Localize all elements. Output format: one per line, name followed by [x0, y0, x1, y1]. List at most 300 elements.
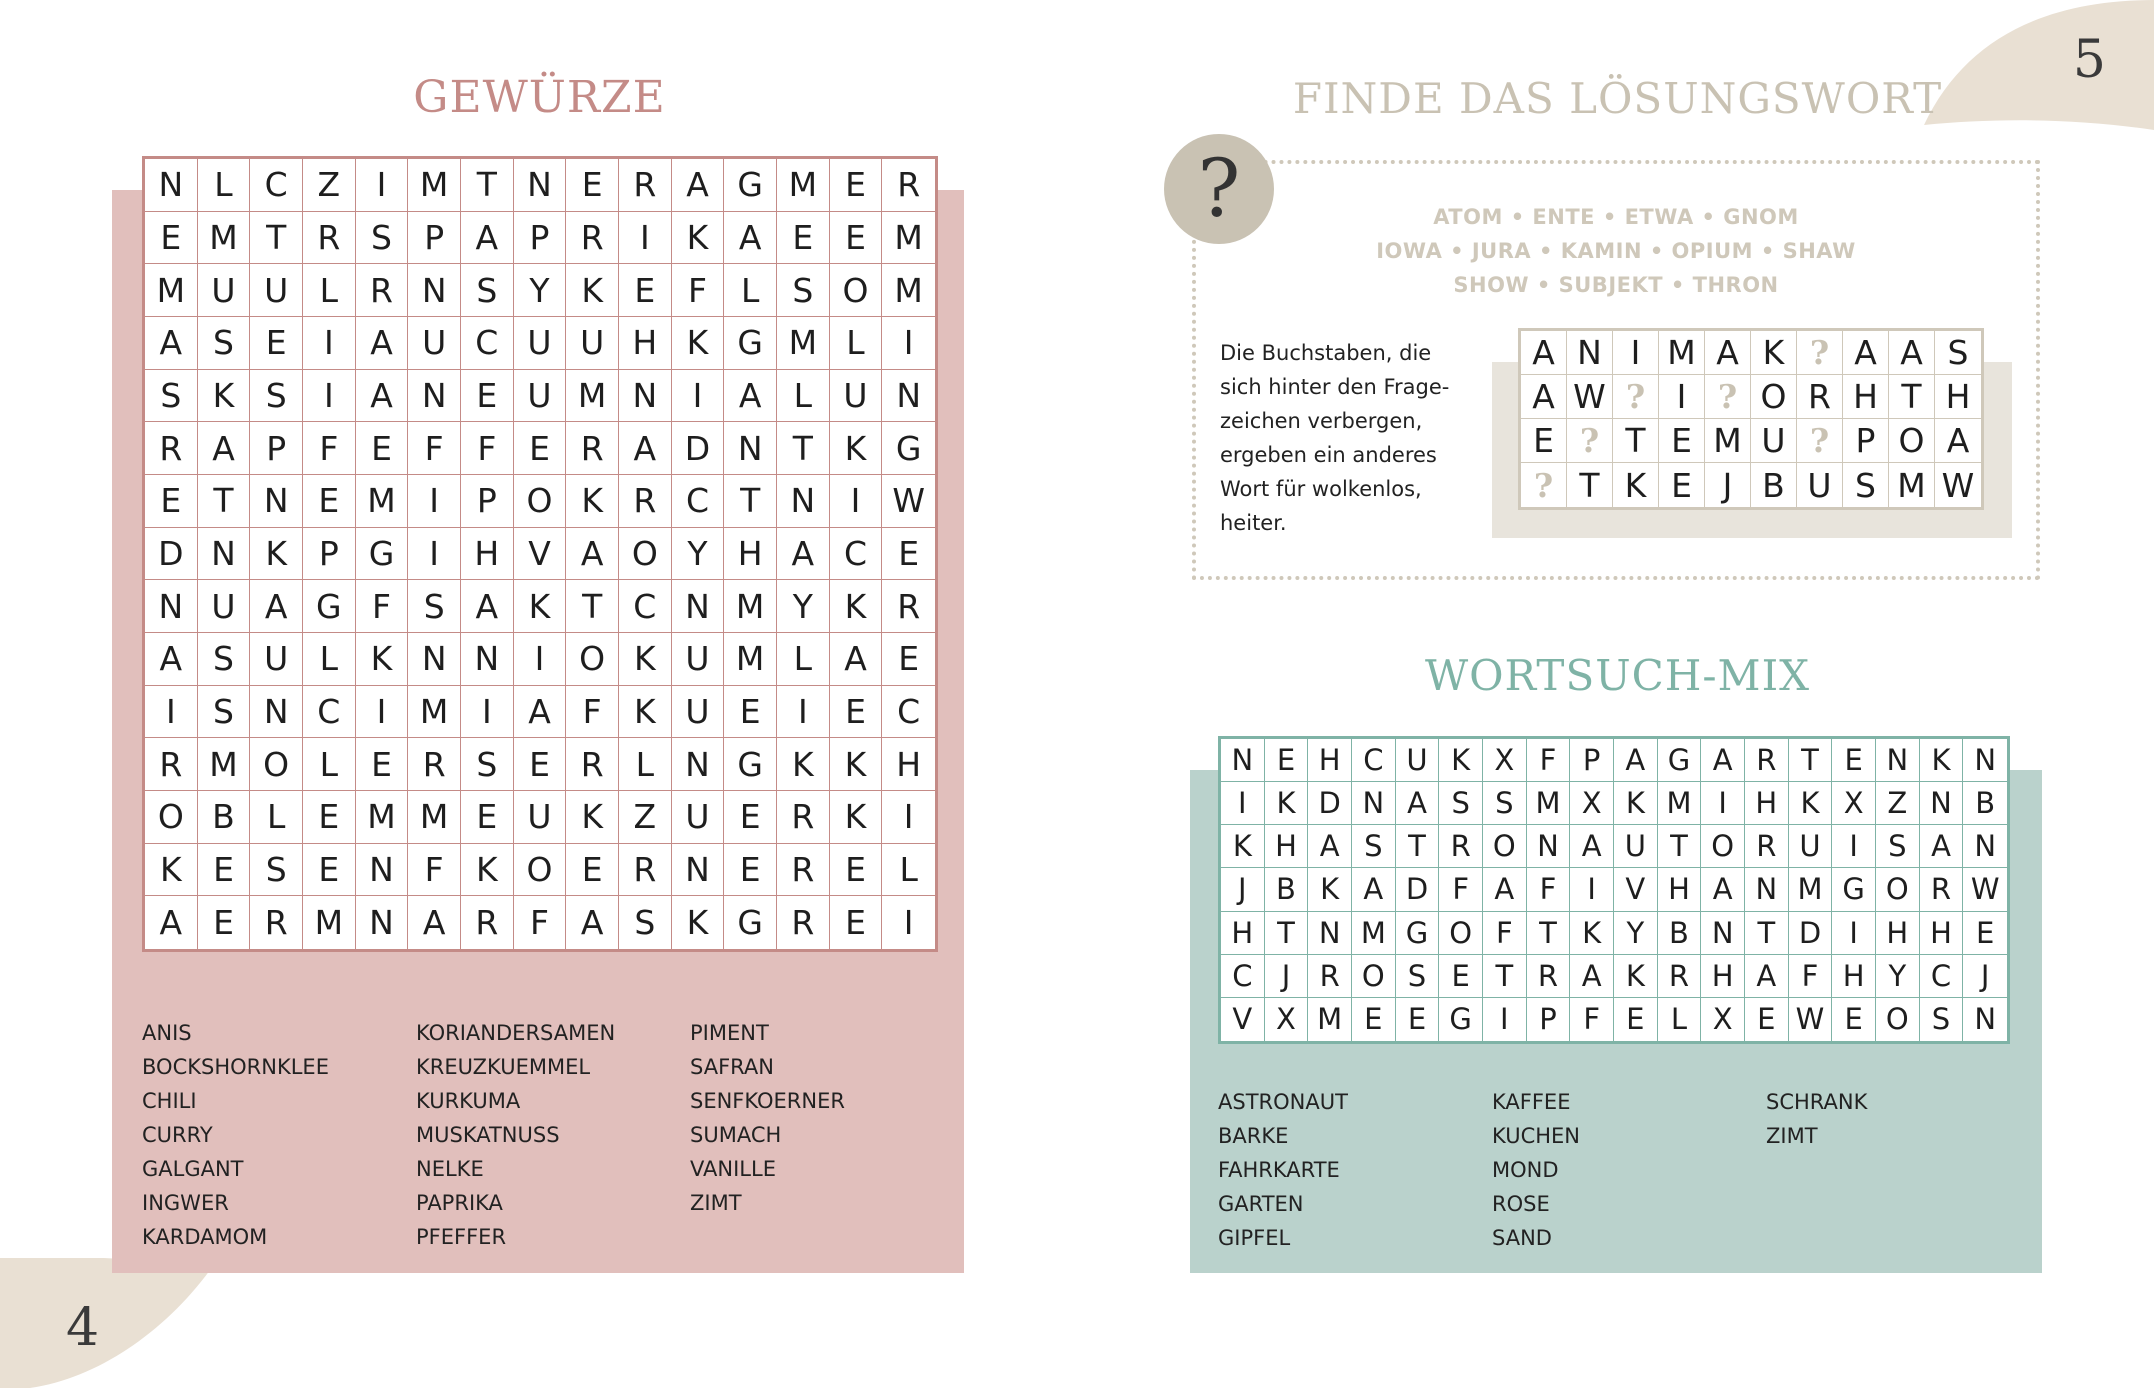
grid-cell: S: [145, 370, 198, 423]
grid-cell: K: [461, 844, 514, 897]
grid-cell: ?: [1705, 375, 1751, 419]
grid-cell: H: [1308, 739, 1352, 782]
grid-cell: L: [830, 317, 883, 370]
grid-cell: N: [724, 422, 777, 475]
grid-cell: ?: [1567, 419, 1613, 463]
grid-cell: O: [1751, 375, 1797, 419]
grid-cell: M: [882, 264, 935, 317]
grid-cell: S: [198, 633, 251, 686]
grid-cell: K: [1221, 825, 1265, 868]
wortsuch-mix-title: WORTSUCH-MIX: [1424, 651, 1811, 700]
grid-cell: K: [1613, 463, 1659, 507]
grid-cell: M: [1308, 998, 1352, 1041]
wortsuch-mix-letter-grid: [1218, 736, 2010, 1044]
grid-cell: E: [830, 159, 883, 212]
grid-cell: E: [882, 528, 935, 581]
word-list-item: CHILI: [142, 1089, 197, 1113]
grid-cell: R: [777, 896, 830, 949]
grid-cell: A: [1483, 868, 1527, 911]
grid-cell: E: [1521, 419, 1567, 463]
grid-cell: A: [1889, 331, 1935, 375]
grid-cell: I: [145, 686, 198, 739]
grid-cell: S: [1843, 463, 1889, 507]
grid-cell: F: [408, 422, 461, 475]
grid-cell: O: [1352, 955, 1396, 998]
grid-cell: J: [1963, 955, 2007, 998]
grid-cell: I: [903, 903, 914, 943]
grid-cell: M: [777, 317, 830, 370]
grid-cell: T: [1658, 825, 1702, 868]
grid-cell: P: [250, 422, 303, 475]
grid-cell: K: [1920, 739, 1964, 782]
grid-cell: N: [356, 844, 409, 897]
grid-cell: P: [461, 475, 514, 528]
grid-cell: I: [356, 686, 409, 739]
word-list-item: MUSKATNUSS: [416, 1123, 560, 1147]
grid-cell: G: [303, 580, 356, 633]
grid-cell: U: [672, 791, 725, 844]
grid-cell: G: [356, 528, 409, 581]
grid-cell: M: [1705, 419, 1751, 463]
grid-cell: X: [1265, 998, 1309, 1041]
grid-cell: S: [250, 844, 303, 897]
grid-cell: E: [830, 896, 883, 949]
grid-cell: A: [250, 580, 303, 633]
grid-cell: L: [777, 370, 830, 423]
loesungswort-title: FINDE DAS LÖSUNGSWORT: [1292, 74, 1943, 123]
grid-cell: M: [724, 580, 777, 633]
grid-cell: U: [672, 633, 725, 686]
clue-line: SHOW • SUBJEKT • THRON: [1453, 273, 1779, 297]
grid-cell: H: [1221, 912, 1265, 955]
grid-cell: A: [145, 896, 198, 949]
grid-cell: T: [1745, 912, 1789, 955]
grid-cell: K: [145, 844, 198, 897]
grid-cell: M: [882, 212, 935, 265]
gewuerze-word-list: [142, 1016, 964, 1254]
grid-cell: A: [1614, 739, 1658, 782]
grid-cell: G: [1439, 998, 1483, 1041]
grid-cell: U: [198, 264, 251, 317]
grid-cell: M: [1658, 782, 1702, 825]
grid-cell: L: [250, 791, 303, 844]
grid-cell: R: [1797, 375, 1843, 419]
grid-cell: B: [198, 791, 251, 844]
grid-cell: R: [619, 844, 672, 897]
grid-cell: S: [250, 370, 303, 423]
grid-cell: Y: [672, 528, 725, 581]
grid-cell: R: [566, 212, 619, 265]
grid-cell: J: [1265, 955, 1309, 998]
grid-cell: A: [566, 528, 619, 581]
grid-cell: M: [1889, 463, 1935, 507]
grid-cell: R: [882, 159, 935, 212]
word-list-item: SUMACH: [690, 1123, 782, 1147]
grid-cell: C: [882, 686, 935, 739]
grid-cell: N: [1876, 739, 1920, 782]
grid-cell: K: [1614, 955, 1658, 998]
grid-cell: U: [1789, 825, 1833, 868]
grid-cell: M: [1527, 782, 1571, 825]
grid-cell: R: [1745, 825, 1789, 868]
grid-cell: A: [830, 633, 883, 686]
word-list-item: KUCHEN: [1492, 1124, 1581, 1148]
gewuerze-letter-grid: [142, 156, 938, 952]
grid-cell: K: [566, 264, 619, 317]
grid-cell: U: [830, 370, 883, 423]
grid-cell: W: [1963, 868, 2007, 911]
grid-cell: R: [1658, 955, 1702, 998]
grid-cell: N: [461, 633, 514, 686]
grid-cell: N: [408, 264, 461, 317]
grid-cell: A: [1745, 955, 1789, 998]
grid-cell: M: [408, 686, 461, 739]
grid-cell: Y: [1876, 955, 1920, 998]
grid-cell: E: [250, 317, 303, 370]
grid-cell: S: [1876, 825, 1920, 868]
grid-cell: G: [1396, 912, 1440, 955]
grid-cell: E: [198, 844, 251, 897]
grid-cell: R: [777, 791, 830, 844]
grid-cell: M: [408, 791, 461, 844]
grid-cell: T: [777, 422, 830, 475]
grid-cell: O: [1439, 912, 1483, 955]
corner-decoration-bottom-left: [0, 1258, 220, 1388]
grid-cell: T: [198, 475, 251, 528]
grid-cell: U: [250, 633, 303, 686]
grid-cell: I: [1701, 782, 1745, 825]
grid-cell: E: [303, 475, 356, 528]
grid-cell: F: [1570, 998, 1614, 1041]
word-list-item: GARTEN: [1218, 1192, 1304, 1216]
grid-cell: T: [1483, 955, 1527, 998]
grid-cell: H: [1745, 782, 1789, 825]
grid-cell: I: [1832, 825, 1876, 868]
grid-cell: W: [1941, 465, 1975, 505]
grid-cell: E: [303, 791, 356, 844]
grid-cell: G: [724, 896, 777, 949]
grid-cell: K: [514, 580, 567, 633]
grid-cell: M: [145, 264, 198, 317]
grid-cell: A: [672, 159, 725, 212]
grid-cell: A: [1920, 825, 1964, 868]
grid-cell: R: [1308, 955, 1352, 998]
grid-cell: R: [1439, 825, 1483, 868]
grid-cell: X: [1832, 782, 1876, 825]
grid-cell: R: [303, 212, 356, 265]
word-list-item: KAFFEE: [1492, 1090, 1571, 1114]
grid-cell: A: [1570, 825, 1614, 868]
grid-cell: T: [1613, 419, 1659, 463]
grid-cell: S: [461, 738, 514, 791]
grid-cell: I: [672, 370, 725, 423]
grid-cell: U: [408, 317, 461, 370]
grid-cell: O: [1876, 998, 1920, 1041]
grid-cell: H: [724, 528, 777, 581]
grid-cell: C: [461, 317, 514, 370]
grid-cell: T: [1889, 375, 1935, 419]
grid-cell: F: [566, 686, 619, 739]
grid-cell: E: [1396, 998, 1440, 1041]
word-list-item: ZIMT: [690, 1191, 742, 1215]
grid-cell: U: [514, 791, 567, 844]
grid-cell: I: [1659, 375, 1705, 419]
grid-cell: O: [514, 475, 567, 528]
grid-cell: M: [1789, 868, 1833, 911]
grid-cell: E: [303, 844, 356, 897]
grid-cell: G: [1658, 739, 1702, 782]
grid-cell: N: [882, 370, 935, 423]
grid-cell: V: [1614, 868, 1658, 911]
grid-cell: K: [672, 896, 725, 949]
grid-cell: Y: [514, 264, 567, 317]
grid-cell: U: [514, 370, 567, 423]
grid-cell: E: [1614, 998, 1658, 1041]
grid-cell: S: [408, 580, 461, 633]
grid-cell: L: [303, 738, 356, 791]
grid-cell: A: [1521, 331, 1567, 375]
grid-cell: R: [882, 580, 935, 633]
word-list-item: KARDAMOM: [142, 1225, 268, 1249]
loesungswort-letter-grid: [1518, 328, 1984, 510]
grid-cell: U: [1797, 463, 1843, 507]
page-number-right: 5: [2072, 30, 2106, 90]
grid-cell: A: [1521, 375, 1567, 419]
grid-cell: E: [514, 422, 567, 475]
grid-cell: K: [672, 317, 725, 370]
grid-cell: E: [198, 896, 251, 949]
grid-cell: E: [724, 844, 777, 897]
grid-cell: ?: [1797, 419, 1843, 463]
grid-cell: F: [1483, 912, 1527, 955]
grid-cell: N: [250, 475, 303, 528]
grid-cell: P: [303, 528, 356, 581]
grid-cell: G: [1832, 868, 1876, 911]
grid-cell: O: [619, 528, 672, 581]
grid-cell: B: [1963, 782, 2007, 825]
grid-cell: H: [882, 738, 935, 791]
grid-cell: G: [724, 159, 777, 212]
grid-cell: F: [356, 580, 409, 633]
grid-cell: K: [830, 422, 883, 475]
word-list-item: BARKE: [1218, 1124, 1289, 1148]
grid-cell: H: [1265, 825, 1309, 868]
word-list-item: PFEFFER: [416, 1225, 507, 1249]
grid-cell: U: [566, 317, 619, 370]
grid-cell: A: [356, 370, 409, 423]
grid-cell: F: [514, 896, 567, 949]
grid-cell: N: [1308, 912, 1352, 955]
grid-cell: N: [1963, 825, 2007, 868]
grid-cell: K: [1570, 912, 1614, 955]
grid-cell: E: [1352, 998, 1396, 1041]
grid-cell: R: [461, 896, 514, 949]
grid-cell: T: [1527, 912, 1571, 955]
grid-cell: N: [145, 159, 198, 212]
grid-cell: E: [882, 633, 935, 686]
grid-cell: N: [198, 528, 251, 581]
grid-cell: H: [461, 528, 514, 581]
grid-cell: E: [514, 738, 567, 791]
grid-cell: L: [777, 633, 830, 686]
grid-cell: K: [1789, 782, 1833, 825]
grid-cell: E: [145, 212, 198, 265]
grid-cell: L: [882, 844, 935, 897]
grid-cell: U: [198, 580, 251, 633]
grid-cell: S: [356, 212, 409, 265]
grid-cell: I: [1570, 868, 1614, 911]
gewuerze-title: GEWÜRZE: [413, 72, 666, 123]
grid-cell: A: [1705, 331, 1751, 375]
grid-cell: C: [1221, 955, 1265, 998]
grid-cell: E: [1265, 739, 1309, 782]
word-list-item: KORIANDERSAMEN: [416, 1021, 616, 1045]
grid-cell: N: [1701, 912, 1745, 955]
grid-cell: Z: [619, 791, 672, 844]
grid-cell: X: [1570, 782, 1614, 825]
grid-cell: D: [1789, 912, 1833, 955]
grid-cell: R: [356, 264, 409, 317]
grid-cell: O: [830, 264, 883, 317]
grid-cell: O: [250, 738, 303, 791]
grid-cell: C: [250, 159, 303, 212]
grid-cell: N: [1567, 331, 1613, 375]
grid-cell: R: [250, 896, 303, 949]
grid-cell: F: [408, 844, 461, 897]
word-list-item: PIMENT: [690, 1021, 769, 1045]
grid-cell: I: [1221, 782, 1265, 825]
word-list-item: BOCKSHORNKLEE: [142, 1055, 329, 1079]
grid-cell: V: [514, 528, 567, 581]
grid-cell: K: [356, 633, 409, 686]
grid-cell: M: [198, 738, 251, 791]
grid-cell: A: [1701, 868, 1745, 911]
grid-cell: E: [461, 370, 514, 423]
grid-cell: S: [198, 317, 251, 370]
question-glyph: ?: [1197, 142, 1241, 235]
grid-cell: E: [830, 686, 883, 739]
word-list-item: FAHRKARTE: [1218, 1158, 1340, 1182]
grid-cell: R: [619, 159, 672, 212]
word-list-item: SAND: [1492, 1226, 1552, 1250]
grid-cell: E: [1832, 998, 1876, 1041]
grid-cell: I: [356, 159, 409, 212]
wortsuch-mix-word-list: [1218, 1085, 2040, 1255]
grid-cell: H: [619, 317, 672, 370]
grid-cell: A: [1935, 419, 1981, 463]
grid-cell: M: [356, 791, 409, 844]
grid-cell: E: [566, 159, 619, 212]
grid-cell: E: [145, 475, 198, 528]
grid-cell: F: [1527, 868, 1571, 911]
grid-cell: O: [1876, 868, 1920, 911]
grid-cell: M: [566, 370, 619, 423]
grid-cell: A: [514, 686, 567, 739]
grid-cell: A: [1843, 331, 1889, 375]
grid-cell: M: [356, 475, 409, 528]
grid-cell: W: [882, 475, 935, 528]
grid-cell: R: [408, 738, 461, 791]
grid-cell: O: [1701, 825, 1745, 868]
grid-cell: F: [672, 264, 725, 317]
grid-cell: I: [882, 791, 935, 844]
grid-cell: I: [303, 370, 356, 423]
grid-cell: A: [724, 370, 777, 423]
grid-cell: I: [1613, 331, 1659, 375]
grid-cell: L: [198, 159, 251, 212]
grid-cell: U: [672, 686, 725, 739]
grid-cell: A: [1570, 955, 1614, 998]
grid-cell: B: [1658, 912, 1702, 955]
grid-cell: A: [356, 317, 409, 370]
grid-cell: B: [1265, 868, 1309, 911]
grid-cell: K: [830, 738, 883, 791]
grid-cell: Z: [1876, 782, 1920, 825]
grid-cell: I: [1832, 912, 1876, 955]
loesungswort-clue-list: [1192, 200, 2040, 302]
grid-cell: F: [1439, 868, 1483, 911]
grid-cell: U: [250, 264, 303, 317]
grid-cell: E: [356, 738, 409, 791]
grid-cell: E: [356, 422, 409, 475]
grid-cell: A: [1396, 782, 1440, 825]
grid-cell: M: [777, 159, 830, 212]
grid-cell: F: [1789, 955, 1833, 998]
grid-cell: E: [566, 844, 619, 897]
grid-cell: K: [1308, 868, 1352, 911]
grid-cell: K: [250, 528, 303, 581]
word-list-item: NELKE: [416, 1157, 484, 1181]
grid-cell: C: [672, 475, 725, 528]
grid-cell: E: [1832, 739, 1876, 782]
grid-cell: L: [619, 738, 672, 791]
grid-cell: H: [1701, 955, 1745, 998]
word-list-item: CURRY: [142, 1123, 213, 1147]
grid-cell: E: [1745, 998, 1789, 1041]
grid-cell: G: [882, 422, 935, 475]
grid-cell: ?: [1521, 463, 1567, 507]
grid-cell: T: [1396, 825, 1440, 868]
grid-cell: E: [1963, 912, 2007, 955]
grid-cell: Z: [303, 159, 356, 212]
word-list-item: SCHRANK: [1766, 1090, 1868, 1114]
grid-cell: A: [777, 528, 830, 581]
grid-cell: F: [303, 422, 356, 475]
word-list-item: MOND: [1492, 1158, 1559, 1182]
grid-cell: G: [724, 317, 777, 370]
grid-cell: I: [882, 317, 935, 370]
grid-cell: R: [566, 738, 619, 791]
grid-cell: P: [1843, 419, 1889, 463]
grid-cell: I: [303, 317, 356, 370]
word-list-item: ROSE: [1492, 1192, 1550, 1216]
grid-cell: K: [1751, 331, 1797, 375]
grid-cell: D: [672, 422, 725, 475]
grid-cell: T: [724, 475, 777, 528]
word-list-item: ANIS: [142, 1021, 192, 1045]
grid-cell: W: [1789, 998, 1833, 1041]
grid-cell: E: [619, 264, 672, 317]
grid-cell: K: [198, 370, 251, 423]
grid-cell: N: [619, 370, 672, 423]
grid-cell: N: [1221, 739, 1265, 782]
grid-cell: N: [672, 738, 725, 791]
grid-cell: H: [1843, 375, 1889, 419]
grid-cell: M: [1659, 331, 1705, 375]
word-list-item: VANILLE: [690, 1157, 776, 1181]
grid-cell: P: [1527, 998, 1571, 1041]
grid-cell: R: [1527, 955, 1571, 998]
